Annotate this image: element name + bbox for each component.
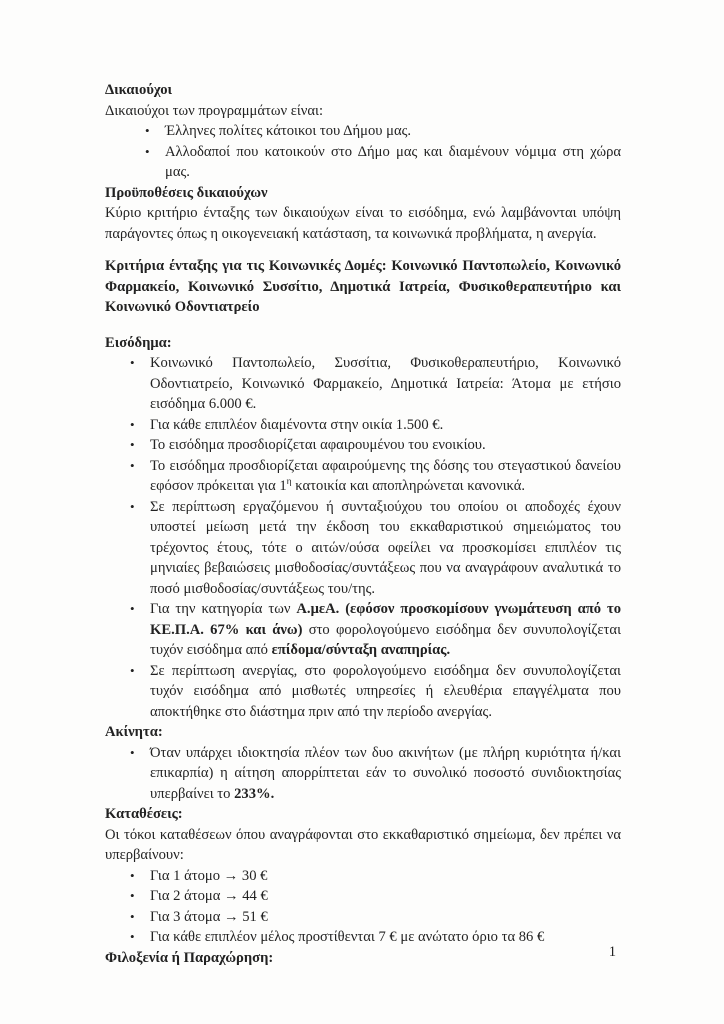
- spacer: [105, 244, 621, 256]
- list-item: [105, 661, 621, 723]
- page-number: 1: [608, 944, 616, 960]
- list-item-text: Αλλοδαποί που κατοικούν στο Δήμο μας και διαμένουν νόμιμα στη χώρα μας.: [165, 143, 621, 180]
- text-run: Όταν υπάρχει ιδιοκτησία πλέον των δυο ακινήτων (με πλήρη κυριότητα ή/και επικαρπία) η αίτηση απορρίπτεται εάν το συνολικό ποσοστό συνιδιοκτησίας υπερβαίνει το: [150, 744, 621, 802]
- list-item: [105, 435, 621, 456]
- bullet-icon: •: [130, 744, 135, 760]
- text-run-bold: επίδομα/σύνταξη αναπηρίας.: [271, 642, 451, 658]
- heading-real-estate: Ακίνητα:: [105, 724, 163, 740]
- list-item-text: Σε περίπτωση ανεργίας, στο φορολογούμενο εισόδημα δεν συνυπολογίζεται τυχόν εισόδημα από μισθωτές υπηρεσίες ή ελευθέρια επαγγέλματα που αποκτήθηκε στο διάστημα πριν από την περίοδο ανεργίας.: [150, 662, 621, 720]
- list-item: [105, 907, 621, 928]
- list-item-text: Έλληνες πολίτες κάτοικοι του Δήμου μας.: [165, 123, 412, 139]
- bullet-icon: •: [130, 888, 135, 903]
- list-item-text: [150, 456, 621, 497]
- list-item: [105, 886, 621, 907]
- heading-criteria: Κριτήρια ένταξης για τις Κοινωνικές Δομές: Κοινωνικό Παντοπωλείο, Κοινωνικό Φαρμακείο, Κοινωνικό Συσσίτιο, Δημοτικά Ιατρεία, Φυσικοθεραπευτήριο και Κοινωνικό Οδοντιατρείο: [105, 258, 621, 315]
- heading-income: Εισόδημα:: [105, 334, 172, 351]
- bullet-icon: •: [130, 457, 135, 473]
- list-item: [105, 456, 621, 497]
- heading-beneficiaries: Δικαιούχοι: [105, 82, 173, 98]
- list-item-text: Το εισόδημα προσδιορίζεται αφαιρουμένου του ενοικίου.: [150, 437, 486, 453]
- heading-deposits: Καταθέσεις:: [105, 806, 183, 822]
- spacer: [105, 318, 621, 333]
- bullet-icon: •: [130, 437, 135, 452]
- list-item-text: Για κάθε επιπλέον διαμένοντα στην οικία 1.500 €.: [150, 416, 444, 433]
- bullet-icon: •: [130, 929, 135, 944]
- list-item-text: Για 1 άτομο → 30 €: [150, 867, 268, 884]
- list-item-text: Για 3 άτομα → 51 €: [150, 908, 268, 925]
- text-run: κατοικία και αποπληρώνεται κανονικά.: [291, 478, 526, 494]
- list-item: [105, 927, 621, 948]
- bullet-icon: •: [145, 143, 150, 159]
- bullet-icon: •: [145, 123, 150, 138]
- bullet-icon: •: [130, 867, 135, 883]
- bullet-icon: •: [130, 662, 135, 678]
- list-item-text: Για 2 άτομα → 44 €: [150, 888, 268, 904]
- paragraph-beneficiaries-intro: Δικαιούχοι των προγραμμάτων είναι:: [105, 102, 323, 119]
- list-item-text: Για κάθε επιπλέον μέλος προστίθενται 7 € με ανώτατο όριο τα 86 €: [150, 929, 545, 945]
- list-item: [105, 743, 621, 805]
- text-run-bold: Α.μεΑ. (εφόσον προσκομίσουν γνωμάτευση από το ΚΕ.Π.Α. 67% και άνω): [150, 601, 621, 638]
- paragraph-prerequisites: Κύριο κριτήριο ένταξης των δικαιούχων είναι το εισόδημα, ενώ λαμβάνονται υπόψη παράγοντες όπως η οικογενειακή κατάσταση, τα κοινωνικά προβλήματα, η ανεργία.: [105, 205, 621, 242]
- text-run: Για την κατηγορία των: [150, 601, 297, 617]
- list-item: [105, 121, 621, 142]
- list-item: [105, 142, 621, 183]
- text-run: στο φορολογούμενο εισόδημα δεν συνυπολογίζεται τυχόν εισόδημα από: [150, 621, 621, 658]
- bullet-icon: •: [130, 908, 135, 924]
- bullet-icon: •: [130, 601, 135, 616]
- list-item-text: [150, 743, 621, 805]
- text-run-bold: 233%.: [234, 785, 275, 802]
- list-item-text: Κοινωνικό Παντοπωλείο, Συσσίτια, Φυσικοθεραπευτήριο, Κοινωνικό Οδοντιατρείο, Κοινωνικό Φαρμακείο, Δημοτικά Ιατρεία: Άτομα με ετήσιο εισόδημα 6.000 €.: [150, 355, 621, 412]
- document-body: [105, 80, 621, 968]
- paragraph-deposits: Οι τόκοι καταθέσεων όπου αναγράφονται στο εκκαθαριστικό σημείωμα, δεν πρέπει να υπερβαίνουν:: [105, 826, 621, 863]
- heading-prerequisites: Προϋποθέσεις δικαιούχων: [105, 184, 268, 201]
- list-item: [105, 415, 621, 436]
- heading-hospitality: Φιλοξενία ή Παραχώρηση:: [105, 949, 274, 966]
- text-run: Το εισόδημα προσδιορίζεται αφαιρούμενης της δόσης του στεγαστικού δανείου εφόσον πρόκειται για 1: [150, 457, 621, 494]
- ordinal-superscript: η: [286, 477, 292, 488]
- list-item: [105, 866, 621, 887]
- bullet-icon: •: [130, 416, 135, 432]
- list-item: [105, 353, 621, 415]
- list-item: [105, 599, 621, 661]
- list-item-text: Σε περίπτωση εργαζόμενου ή συνταξιούχου του οποίου οι αποδοχές έχουν υποστεί μείωση μετά την έκδοση του εκκαθαριστικού σημειώματος του τρέχοντος έτους, τότε ο αιτών/ούσα οφείλει να προσκομίσει επιπλέον τις μηνιαίες βεβαιώσεις μισθοδοσίας/συντάξεως που να αναγράφουν αναλυτικά το ποσό μισθοδοσίας/συντάξεως του/της.: [150, 498, 621, 597]
- bullet-icon: •: [130, 355, 135, 370]
- bullet-icon: •: [130, 498, 135, 514]
- list-item: [105, 497, 621, 600]
- list-item-text: [150, 599, 621, 661]
